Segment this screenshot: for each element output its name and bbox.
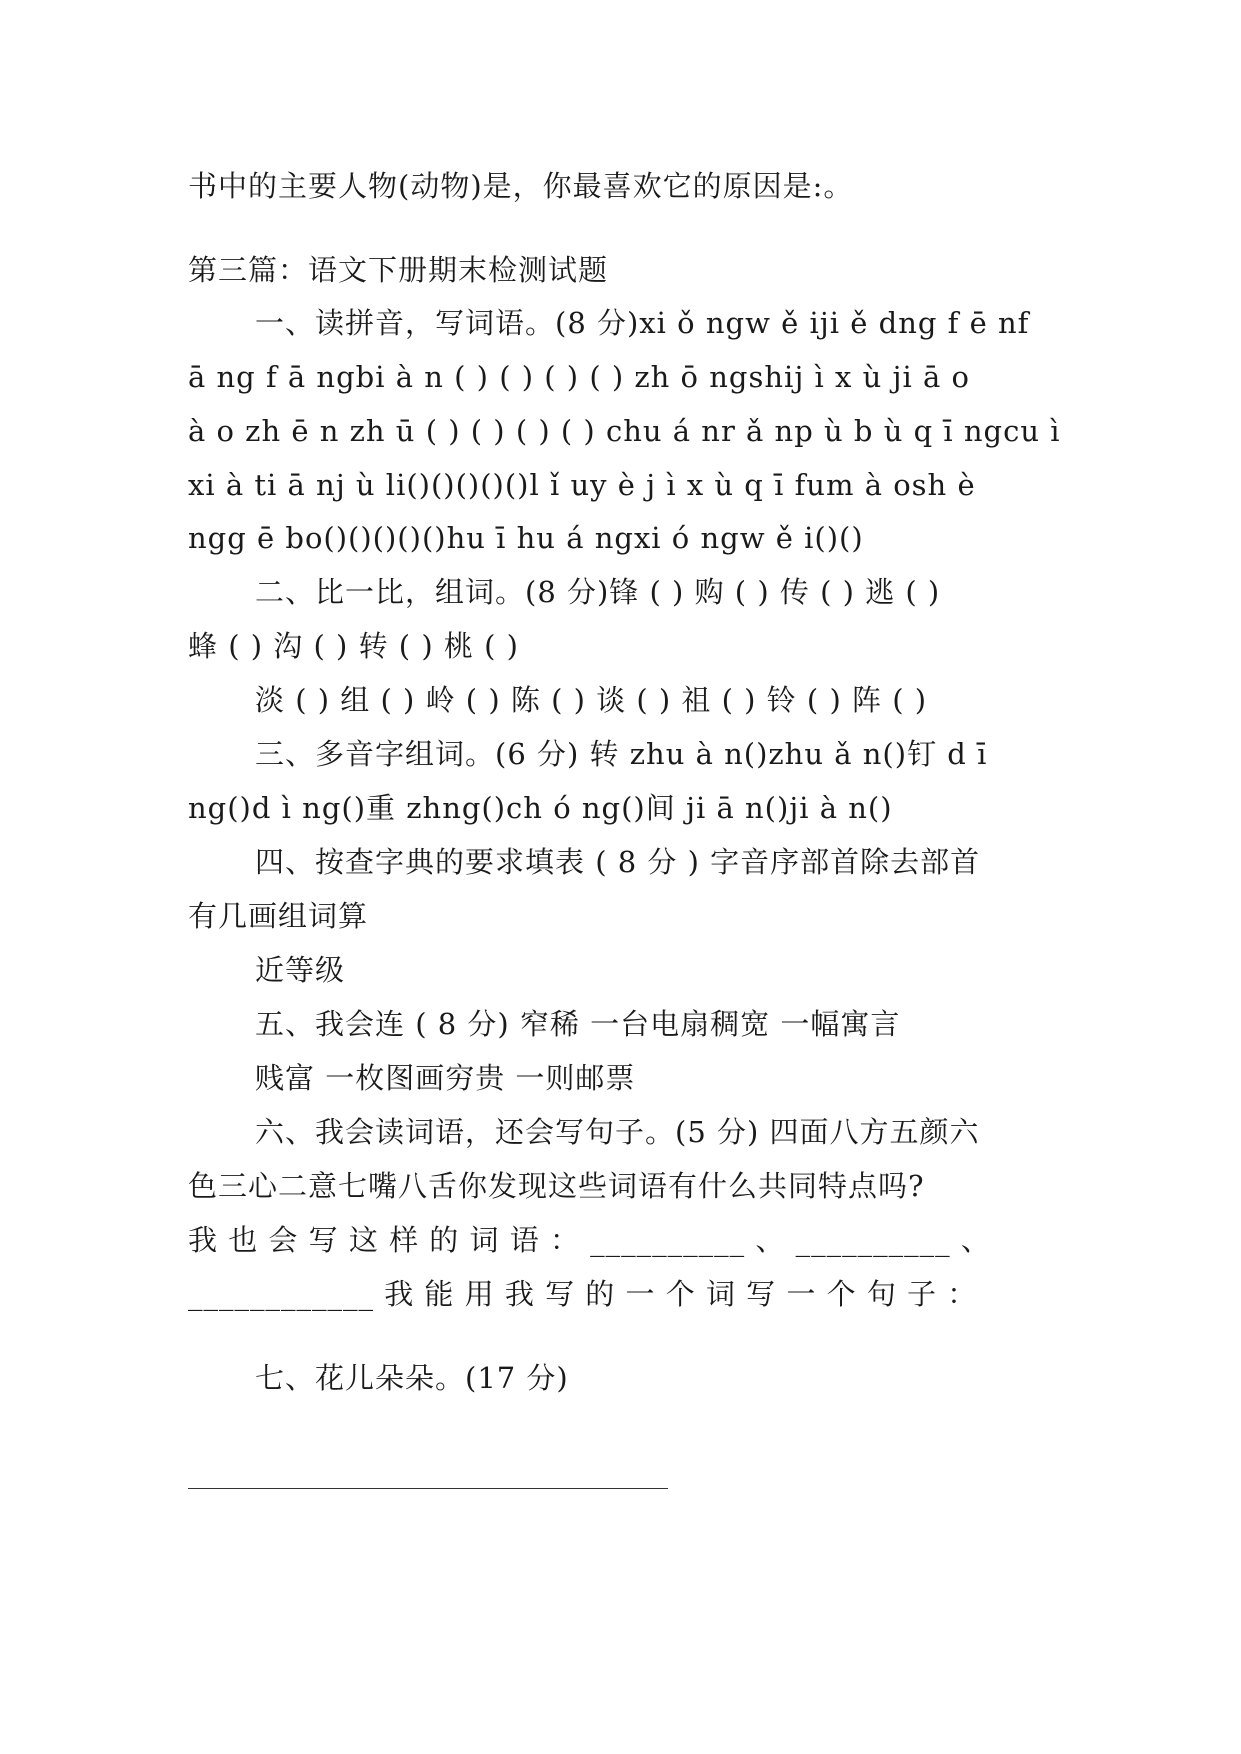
q3-line-2: ng()d ì ng()重 zhng()ch ó ng()间 ji ā n()ji à n() [188, 791, 893, 825]
q4-heading: 四、按查字典的要求填表 ( 8 分 ) 字音序部首除去部首 [255, 845, 981, 879]
q2-line-3: 淡 ( ) 组 ( ) 岭 ( ) 陈 ( ) 谈 ( ) 祖 ( ) 铃 ( ) 阵 ( ) [255, 683, 928, 717]
q1-line-2: ā ng f ā ngbi à n ( ) ( ) ( ) ( ) zh ō ngshij ì x ù ji ā o [188, 360, 970, 394]
q2-heading: 二、比一比，组词。(8 分)锋 ( ) 购 ( ) 传 ( ) 逃 ( ) [255, 575, 941, 609]
q1-line-4: xi à ti ā nj ù li()()()()()l ǐ uy è j ì x ù q ī fum à osh è [188, 468, 976, 502]
q3-heading: 三、多音字组词。(6 分) 转 zhu à n()zhu ǎ n()钉 d ī [255, 737, 988, 771]
q5-heading: 五、我会连 ( 8 分) 窄稀 一台电扇稠宽 一幅寓言 [255, 1007, 901, 1041]
q4-line-2: 有几画组词算 [188, 899, 369, 933]
q6-heading: 六、我会读词语，还会写句子。(5 分) 四面八方五颜六 [255, 1115, 980, 1149]
intro-line: 书中的主要人物(动物)是，你最喜欢它的原因是:。 [188, 169, 854, 203]
q6-line-2: 色三心二意七嘴八舌你发现这些词语有什么共同特点吗? [188, 1169, 925, 1203]
q6-line-4: ____________ 我 能 用 我 写 的 一 个 词 写 一 个 句 子 ： [188, 1277, 978, 1311]
q6-line-3: 我 也 会 写 这 样 的 词 语 ： __________ 、 __________ 、 [188, 1223, 991, 1257]
answer-blank-line [188, 1488, 668, 1489]
q1-heading: 一、读拼音，写词语。(8 分)xi ǒ ngw ě iji ě dng f ē nf [255, 306, 1030, 340]
q5-line-2: 贱富 一枚图画穷贵 一则邮票 [255, 1061, 636, 1095]
q4-line-3: 近等级 [255, 953, 346, 987]
q1-line-3: à o zh ē n zh ū ( ) ( ) ( ) ( ) chu á nr ǎ np ù b ù q ī ngcu ì [188, 414, 1061, 448]
q1-line-5: ngg ē bo()()()()()hu ī hu á ngxi ó ngw ě i()() [188, 521, 864, 555]
section-title: 第三篇：语文下册期末检测试题 [188, 253, 609, 287]
q2-line-2: 蜂 ( ) 沟 ( ) 转 ( ) 桃 ( ) [188, 629, 519, 663]
q7-heading: 七、花儿朵朵。(17 分) [255, 1361, 569, 1395]
